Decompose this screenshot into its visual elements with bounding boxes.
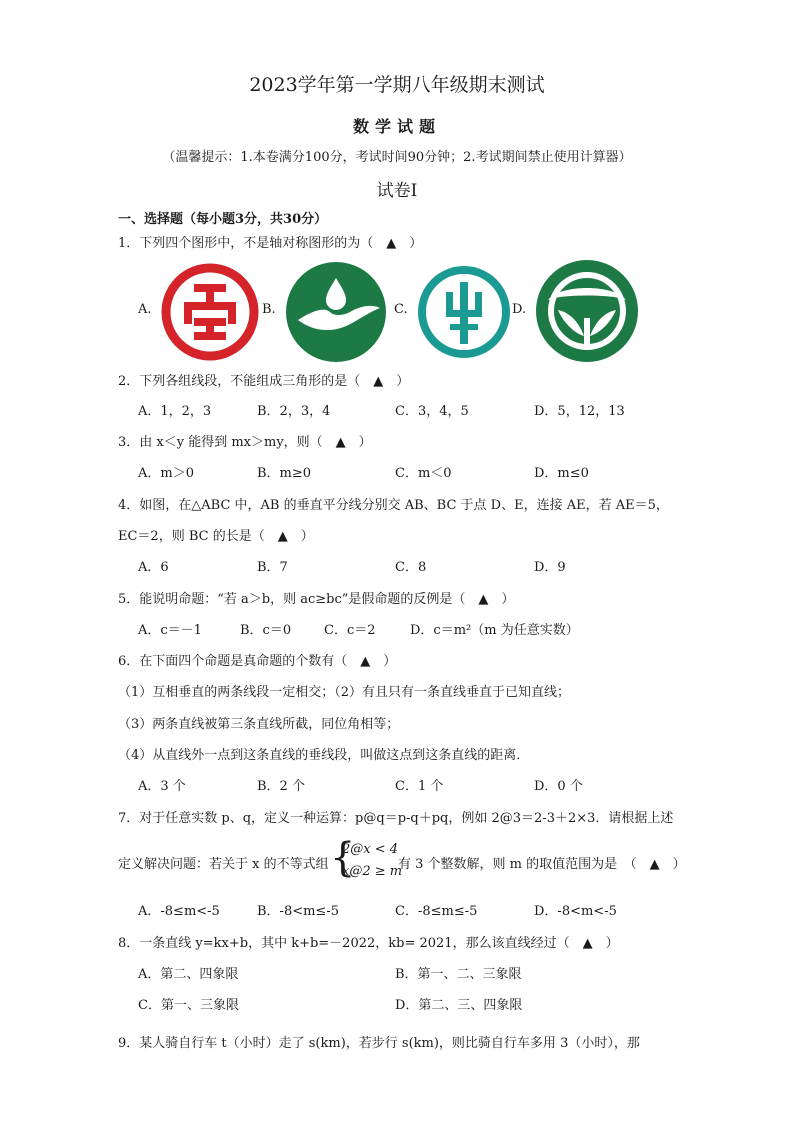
exam-title: 2023学年第一学期八年级期末测试 [249, 74, 545, 96]
q1-label-c: C. [394, 302, 408, 317]
q1-label-b: B. [262, 302, 276, 317]
q6-option-c: C．1 个 [395, 779, 444, 794]
q5-option-c: C．c＝2 [324, 623, 376, 638]
section-heading: 一、选择题（每小题3分，共30分） [118, 212, 328, 227]
q7-option-c: C．-8≤m≤-5 [395, 904, 478, 919]
q7-option-a: A．-8≤m<-5 [138, 904, 220, 919]
q6-statement-1-2: （1）互相垂直的两条线段一定相交；（2）有且只有一条直线垂直于已知直线； [118, 685, 571, 700]
q5-option-b: B．c＝0 [240, 623, 292, 638]
question-4-stem-line2: EC＝2，则 BC 的长是（ ▲ ） [118, 529, 314, 544]
green-food-logo-icon [534, 258, 640, 364]
question-7-stem-line2b: 有 3 个整数解，则 m 的取值范围为是 （ ▲ ） [398, 857, 686, 872]
inequality-1: 2@x < 4 [342, 842, 399, 857]
question-8-stem: 8．一条直线 y=kx+b，其中 k+b=－2022，kb= 2021，那么该直线经过（ ▲ ） [118, 936, 619, 951]
q6-statement-4: （4）从直线外一点到这条直线的垂线段，叫做这点到这条直线的距离． [118, 748, 530, 763]
inequality-2: x@2 ≥ m [342, 864, 403, 879]
q7-option-b: B．-8<m≤-5 [257, 904, 339, 919]
question-4-stem-line1: 4．如图，在△ABC 中，AB 的垂直平分线分别交 AB、BC 于点 D、E，连接 AE，若 AE＝5， [118, 498, 669, 513]
q5-option-a: A．c＝－1 [138, 623, 202, 638]
q8-option-d: D．第二、三、四象限 [395, 998, 523, 1013]
question-7-stem-line2a: 定义解决问题：若关于 x 的不等式组 [118, 857, 329, 872]
exam-tip: （温馨提示：1.本卷满分100分，考试时间90分钟；2.考试期间禁止使用计算器） [162, 150, 632, 165]
q6-statement-3: （3）两条直线被第三条直线所截，同位角相等； [118, 717, 400, 732]
green-drop-logo-icon [284, 260, 388, 364]
question-2-stem: 2．下列各组线段，不能组成三角形的是（ ▲ ） [118, 374, 410, 389]
q2-option-b: B．2，3，4 [257, 404, 331, 419]
inequality-brace: { [330, 835, 356, 881]
q2-option-c: C．3，4，5 [395, 404, 469, 419]
q7-option-d: D．-8<m<-5 [534, 904, 617, 919]
question-3-stem: 3．由 x＜y 能得到 mx＞my，则（ ▲ ） [118, 435, 372, 450]
question-1-stem: 1．下列四个图形中，不是轴对称图形的为（ ▲ ） [118, 236, 423, 251]
q2-option-d: D．5，12，13 [534, 404, 625, 419]
q6-option-b: B．2 个 [257, 779, 305, 794]
subject-title: 数学试题 [352, 117, 441, 136]
question-6-stem: 6．在下面四个命题是真命题的个数有（ ▲ ） [118, 654, 397, 669]
q2-option-a: A．1，2，3 [138, 404, 212, 419]
q3-option-c: C．m＜0 [395, 466, 452, 481]
q3-option-a: A．m＞0 [138, 466, 194, 481]
q6-option-a: A．3 个 [138, 779, 186, 794]
abc-bank-logo-icon [416, 264, 512, 360]
q4-option-b: B．7 [257, 560, 288, 575]
q5-option-d: D．c＝m²（m 为任意实数） [410, 623, 579, 638]
icbc-logo-icon [160, 262, 260, 362]
question-7-stem-line1: 7．对于任意实数 p、q，定义一种运算：p@q＝p-q＋pq，例如 2@3＝2-3＋2×3．请根据上述 [118, 811, 674, 826]
q1-label-d: D. [512, 302, 527, 317]
question-5-stem: 5．能说明命题：“若 a＞b，则 ac≥bc”是假命题的反例是（ ▲ ） [118, 592, 515, 607]
q3-option-b: B．m≥0 [257, 466, 312, 481]
q3-option-d: D．m≤0 [534, 466, 589, 481]
q8-option-a: A．第二、四象限 [138, 967, 239, 982]
q4-option-a: A．6 [138, 560, 169, 575]
q8-option-b: B．第一、二、三象限 [395, 967, 522, 982]
question-9-stem: 9．某人骑自行车 t（小时）走了 s(km)，若步行 s(km)，则比骑自行车多用 3（小时），那 [118, 1036, 640, 1051]
paper-label: 试卷Ⅰ [376, 181, 418, 201]
q8-option-c: C．第一、三象限 [138, 998, 239, 1013]
q1-label-a: A. [138, 302, 152, 317]
q6-option-d: D．0 个 [534, 779, 583, 794]
q4-option-d: D．9 [534, 560, 566, 575]
q4-option-c: C．8 [395, 560, 427, 575]
